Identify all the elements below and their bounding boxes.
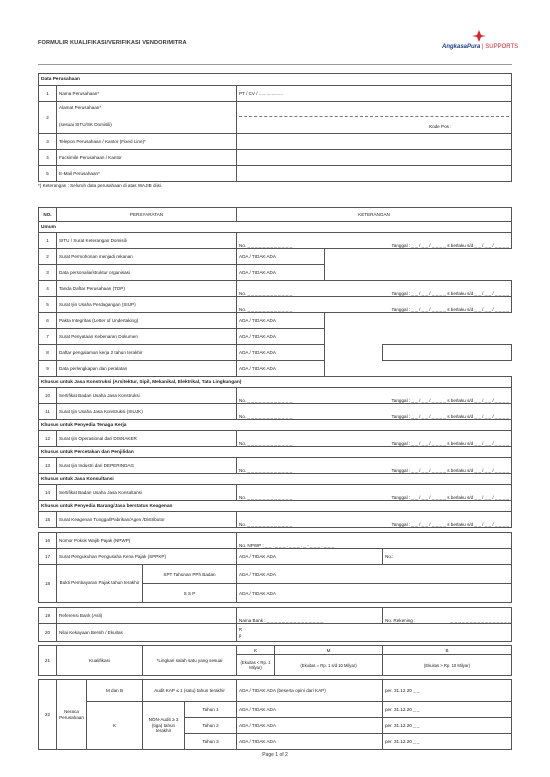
table-cell: 22 [39, 680, 57, 750]
ssp-field[interactable]: ADA / TIDAK ADA [237, 584, 512, 603]
permohonan-field[interactable]: ADA / TIDAK ADA [237, 249, 325, 265]
situ-field[interactable]: No. _ _ _ _ _ _ _ _ _ _ _ _ Tanggal : _ _ / _ _ / _ _ _ _ s berlaku s/d _ _ / _ _ / _ _ _ _ [237, 233, 512, 249]
neraca-year1-field[interactable]: ADA / TIDAK ADA [237, 702, 383, 718]
table-cell: 1 [39, 86, 57, 102]
table-cell: (Ekuitas = Rp. 1 s/d 10 Milyar) [275, 655, 383, 676]
table-cell: 3 [39, 265, 57, 281]
table-cell [325, 313, 512, 329]
table-cell: Surat Ijin Industri dari DEPERINDAG [57, 458, 237, 474]
kebenaran-field[interactable]: ADA / TIDAK ADA [237, 329, 325, 345]
table-cell [325, 249, 512, 265]
spt-field[interactable]: ADA / TIDAK ADA [237, 565, 512, 584]
table-cell: 6 [39, 313, 57, 329]
header-divider [38, 64, 512, 65]
table-cell: PERSYARATAN [57, 208, 237, 222]
table-cell: Sertifikat Badan Usaha Jasa Konsultansi [57, 485, 237, 501]
npwp-field[interactable]: No. NPWP : _ _ . _ _ _ . _ _ _ . _ - _ _ _ . _ _ _ [237, 533, 512, 549]
table-cell: Pakta Integritas (Letter of Undertaking) [57, 313, 237, 329]
table-cell: Referensi Bank (Asli) [57, 608, 237, 624]
table-cell: Surat Ijin Operasional dari DISNAKER [57, 431, 237, 447]
form-title: FORMULIR KUALIFIKASI/VERIFIKASI VENDOR/MITRA [38, 40, 187, 46]
table-cell: per. 31.12.20 _ _ [383, 680, 512, 702]
section-umum: Umum [39, 222, 512, 233]
table-cell: 14 [39, 485, 57, 501]
table-cell: Surat Keagenan Tunggal/Pabrikan/Agen /Distributor [57, 512, 237, 528]
disnaker-field[interactable]: No. _ _ _ _ _ _ _ _ _ _ _ _ Tanggal : _ _ / _ _ / _ _ _ _ s berlaku s/d _ _ / _ _ / _ _ _ _ [237, 431, 512, 447]
section-tenaga-kerja: Khusus untuk Penyedia Tenaga Kerja [39, 420, 512, 431]
qual-b-option[interactable]: B [383, 646, 512, 655]
table-cell [325, 345, 383, 361]
table-cell: Kualifikasi [57, 646, 143, 676]
table-cell: Audit KAP ≤ 1 (satu) tahun terakhir [143, 680, 237, 702]
qual-m-option[interactable]: M [275, 646, 383, 655]
table-cell: 7 [39, 329, 57, 345]
table-cell: 19 [39, 608, 57, 624]
table-cell: per. 31.12.20 _ _ [383, 734, 512, 750]
table-cell: Tahun 2 [185, 718, 237, 734]
table-cell: 20 [39, 624, 57, 642]
table-cell: 5 [39, 297, 57, 313]
sbu-konsultansi-field[interactable]: No. _ _ _ _ _ _ _ _ _ _ _ _ Tanggal : _ _ / _ _ / _ _ _ _ s berlaku s/d _ _ / _ _ / _ _ _ _ [237, 485, 512, 501]
section-konstruksi: Khusus untuk Jasa Konstruksi (Arsitektur, Sipil, Mekanikal, Elektrikal, Tata Lingkungan) [39, 377, 512, 388]
table-cell: Bukti Pembayaran Pajak tahun terakhir [57, 565, 143, 603]
table-cell: Surat Penyataan Kebenaran Dokumen [57, 329, 237, 345]
table-cell: 13 [39, 458, 57, 474]
table-cell [325, 265, 512, 281]
table-cell: SITU / Surat Keterangan Domisili [57, 233, 237, 249]
company-data-table [38, 73, 512, 182]
ekuitas-field[interactable]: R p [237, 624, 512, 642]
company-note: *) Keterangan : Seluruh data perusahaan di atas WAJIB diisi. [38, 183, 163, 188]
table-cell: 21 [39, 646, 57, 676]
table-cell: Neraca Perusahaan [57, 680, 87, 750]
section-konsultansi: Khusus untuk Jasa Konsultansi [39, 474, 512, 485]
table-cell: 5 [39, 166, 57, 182]
table-cell: Nama Perusahaan* [57, 86, 237, 102]
table-cell: per. 31.12.20 _ _ [383, 718, 512, 734]
requirements-table [38, 207, 512, 750]
table-cell: 16 [39, 533, 57, 549]
logo-text: AngkasaPura | SUPPORTS [442, 44, 519, 50]
company-logo [442, 30, 519, 54]
company-address-field[interactable]: Kode Pos : [237, 102, 512, 134]
table-cell: Tahun 1 [185, 702, 237, 718]
table-cell: 3 [39, 134, 57, 150]
table-cell: 8 [39, 345, 57, 361]
audit-kap-field[interactable]: ADA / TIDAK ADA (beserta opini dari KAP) [237, 680, 383, 702]
table-cell: 11 [39, 404, 57, 420]
table-cell: Nomor Pokok Wajib Pajak (NPWP) [57, 533, 237, 549]
qual-k-option[interactable]: K [237, 646, 275, 655]
table-cell: 18 [39, 565, 57, 603]
table-cell: Daftar pengalaman kerja 2 tahun terakhir [57, 345, 237, 361]
table-cell: 2 [39, 102, 57, 134]
table-cell: 4 [39, 150, 57, 166]
section-keagenan: Khusus untuk Penyedia Barang/Jasa berstatus Keagenan [39, 501, 512, 512]
table-cell: Sertifikat Badan Usaha Jasa Konstruksi [57, 388, 237, 404]
page-footer: Page 1 of 2 [262, 752, 288, 758]
sppkp-number-field[interactable]: No.: [383, 549, 512, 565]
table-cell: NO. [39, 208, 57, 222]
table-cell: Surat Permohonan menjadi rekanan [57, 249, 237, 265]
table-cell: 15 [39, 512, 57, 528]
table-cell: Data personalia/struktur organisasi [57, 265, 237, 281]
company-fax-field[interactable] [237, 150, 512, 166]
table-cell: SPT Tahunan PPh Badan [143, 565, 237, 584]
table-cell: 10 [39, 388, 57, 404]
table-cell: Nilai Kekayaan Bersih / Ekuitas [57, 624, 237, 642]
table-cell: E-Mail Perusahaan* [57, 166, 237, 182]
table-cell: Surat Pengukuhan Pengusaha Kena Pajak (SPPKP) [57, 549, 237, 565]
table-cell: Surat Ijin Usaha Perdagangan (SIUP) [57, 297, 237, 313]
bank-account-field[interactable]: No. Rekening : _ _ _ _ _ _ _ _ _ _ _ _ _ _ _ _ [383, 608, 512, 624]
bank-name-field[interactable]: Nama Bank : _ _ _ _ _ _ _ _ _ _ _ _ _ _ _ [237, 608, 383, 624]
table-cell: 9 [39, 361, 57, 377]
peralatan-field[interactable]: ADA / TIDAK ADA [237, 361, 325, 377]
neraca-year2-field[interactable]: ADA / TIDAK ADA [237, 718, 383, 734]
company-email-field[interactable] [237, 166, 512, 182]
table-cell: K [87, 702, 143, 750]
table-cell: 1 [39, 233, 57, 249]
neraca-year3-field[interactable]: ADA / TIDAK ADA [237, 734, 383, 750]
table-cell: Tahun 3 [185, 734, 237, 750]
table-cell [325, 361, 512, 377]
table-cell: (Ekuitas > Rp. 10 Milyar) [383, 655, 512, 676]
table-cell: Data perlengkapan dan peralatan [57, 361, 237, 377]
table-cell [383, 345, 512, 361]
siujk-field[interactable]: No. _ _ _ _ _ _ _ _ _ _ _ _ Tanggal : _ _ / _ _ / _ _ _ _ s berlaku s/d _ _ / _ _ / _ _ _ _ [237, 404, 512, 420]
table-cell: (Ekuitas < Rp. 1 Milyar) [237, 655, 275, 676]
table-cell: Alamat Perusahaan* (sesuai SITU/SK Domisili) [57, 102, 237, 134]
table-cell [325, 329, 512, 345]
siup-field[interactable]: No. _ _ _ _ _ _ _ _ _ _ _ _ Tanggal : _ _ / _ _ / _ _ _ _ s berlaku s/d _ _ / _ _ / _ _ _ _ [237, 297, 512, 313]
table-cell: S S P [143, 584, 237, 603]
table-cell: 12 [39, 431, 57, 447]
section-percetakan: Khusus untuk Percetakan dan Penjilidan [39, 447, 512, 458]
company-phone-field[interactable] [237, 134, 512, 150]
pengalaman-field[interactable]: ADA / TIDAK ADA [237, 345, 325, 361]
sppkp-field[interactable]: ADA / TIDAK ADA [237, 549, 383, 565]
logo-mark-icon [472, 30, 486, 42]
table-cell: KETERANGAN [237, 208, 512, 222]
company-name-field[interactable]: PT / CV / ................... [237, 86, 512, 102]
personalia-field[interactable]: ADA / TIDAK ADA [237, 265, 325, 281]
table-cell: M dan B [87, 680, 143, 702]
table-cell: 2 [39, 249, 57, 265]
tdp-field[interactable]: No. _ _ _ _ _ _ _ _ _ _ _ _ Tanggal : _ _ / _ _ / _ _ _ _ s berlaku s/d _ _ / _ _ / _ _ _ _ [237, 281, 512, 297]
table-cell: Surat Ijin Usaha Jasa Konstruksi (SIUJK) [57, 404, 237, 420]
sbu-konstruksi-field[interactable]: No. _ _ _ _ _ _ _ _ _ _ _ _ Tanggal : _ _ / _ _ / _ _ _ _ s berlaku s/d _ _ / _ _ / _ _ _ _ [237, 388, 512, 404]
table-cell: NON-Audit ≥ 3 (tiga) tahun terakhir [143, 702, 185, 750]
table-cell: Telepon Perusahaan / Kantor (Fixed Line)* [57, 134, 237, 150]
table-cell: 17 [39, 549, 57, 565]
company-section-title: Data Perusahaan [39, 74, 512, 86]
table-cell: 4 [39, 281, 57, 297]
table-cell: *Lingkari salah satu yang sesuai [143, 646, 237, 676]
table-cell: Tanda Daftar Perusahaan (TDP) [57, 281, 237, 297]
keagenan-field[interactable]: No. _ _ _ _ _ _ _ _ _ _ _ _ Tanggal : _ _ / _ _ / _ _ _ _ s berlaku s/d _ _ / _ _ / _ _ _ _ [237, 512, 512, 528]
table-cell: Facsimile Perusahaan / Kantor [57, 150, 237, 166]
deperindag-field[interactable]: No. _ _ _ _ _ _ _ _ _ _ _ _ Tanggal : _ _ / _ _ / _ _ _ _ s berlaku s/d _ _ / _ _ / _ _ _ _ [237, 458, 512, 474]
table-cell: per. 31.12.20 _ _ [383, 702, 512, 718]
pakta-field[interactable]: ADA / TIDAK ADA [237, 313, 325, 329]
